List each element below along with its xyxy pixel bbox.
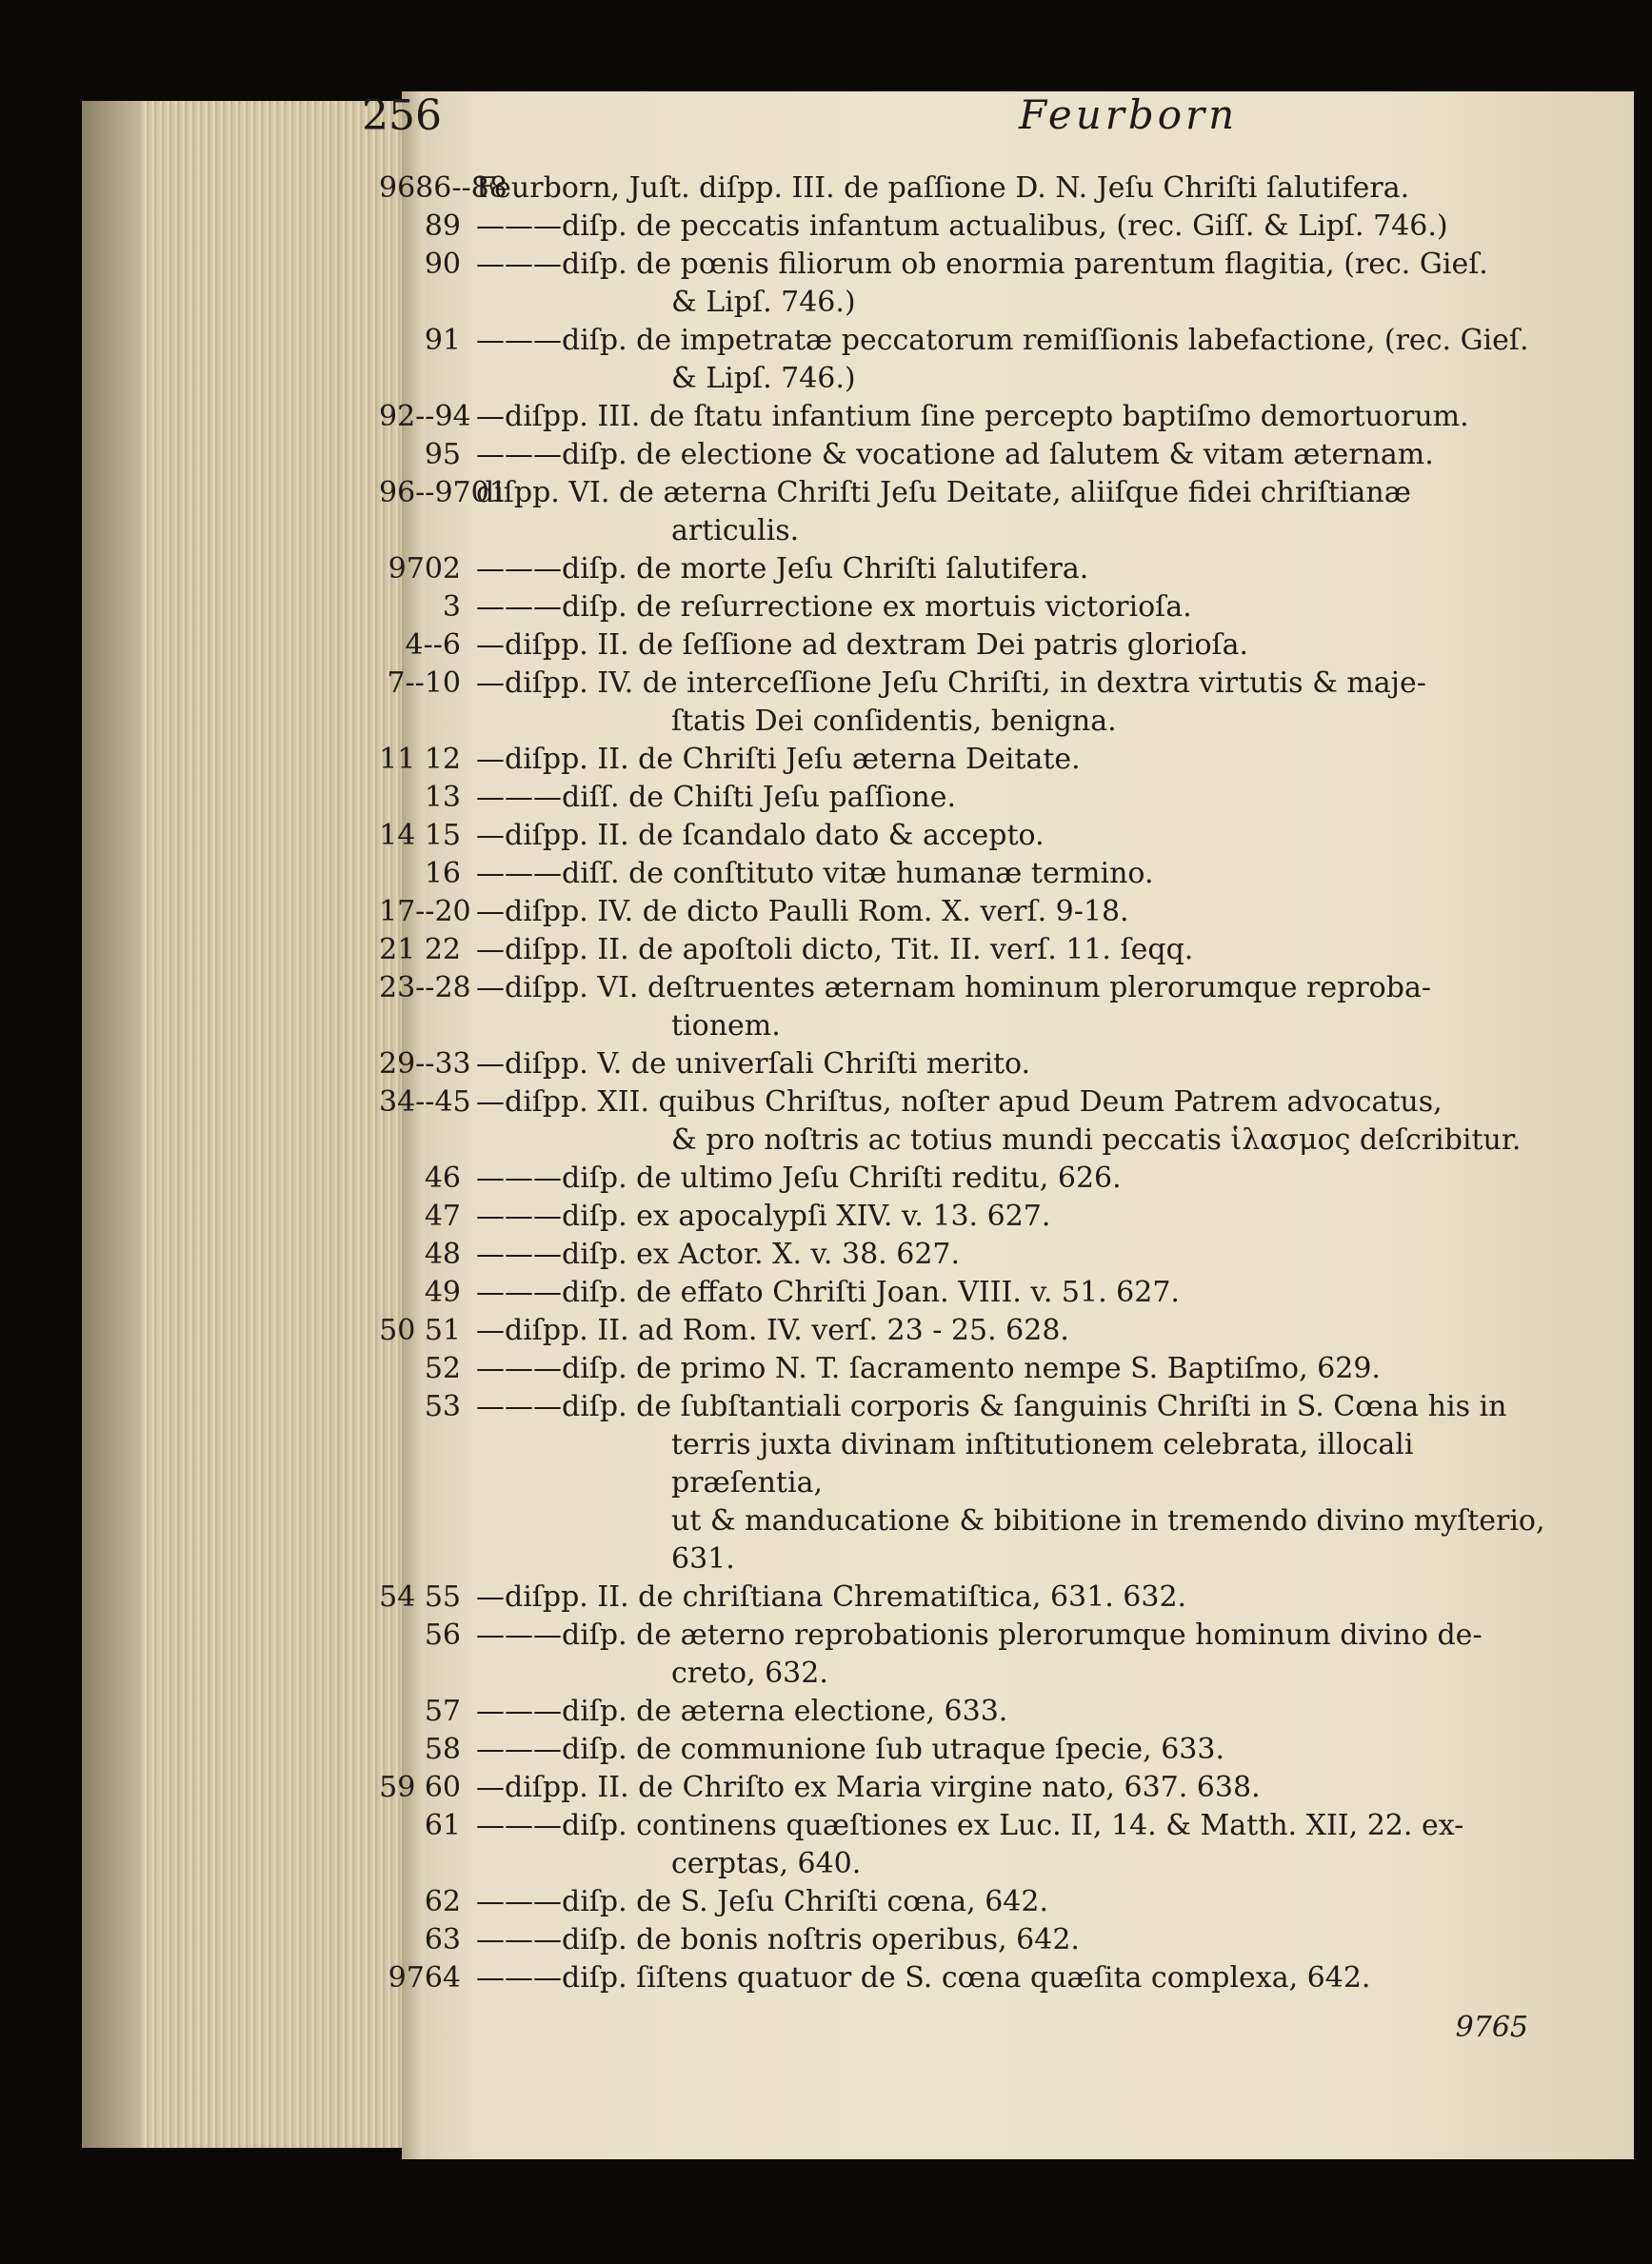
entry-line <box>424 322 1562 360</box>
entry-line <box>388 550 1562 588</box>
entry-line <box>442 588 1562 626</box>
entry-number: 63 <box>424 1923 461 1956</box>
entry-text: creto, 632. <box>671 1657 828 1690</box>
entry-continuation-line <box>476 1122 1562 1160</box>
entry-line <box>424 1274 1562 1312</box>
entry-continuation-line <box>476 1845 1562 1883</box>
entry-line <box>424 1617 1562 1655</box>
entry-number: 21 22 <box>379 933 461 966</box>
entry-number: 9764 <box>388 1961 461 1995</box>
entry-continuation-line <box>476 703 1562 741</box>
entry-line <box>424 1236 1562 1274</box>
entry-number: 9686--88 <box>379 171 508 205</box>
entry-text: ———diſp. de electione & vocatione ad ſalutem & vitam æternam. <box>476 438 1434 471</box>
entry-line <box>424 208 1562 246</box>
entry-number: 23--28 <box>379 971 471 1004</box>
entry-text: —diſpp. II. de ſcandalo dato & accepto. <box>476 819 1045 852</box>
entry-text: ———diſp. de peccatis infantum actualibus, (rec. Giſſ. & Lipſ. 746.) <box>476 209 1448 243</box>
entry-line <box>379 474 1562 512</box>
entry-text: ———diſp. ex apocalypſi XIV. v. 13. 627. <box>476 1200 1051 1233</box>
entry-text: terris juxta divinam inſtitutionem celebrata, illocali præſentia, <box>671 1428 1414 1499</box>
entry-text: —diſpp. II. ad Rom. IV. verſ. 23 - 25. 628. <box>476 1314 1069 1347</box>
entry-text: —diſpp. III. de ſtatu infantium ſine percepto baptiſmo demortuorum. <box>476 400 1469 433</box>
entry-continuation-line <box>476 1655 1562 1693</box>
entry-text: ———diſp. ex Actor. X. v. 38. 627. <box>476 1238 961 1271</box>
page-edges <box>82 101 408 2148</box>
entry-text: ———diſp. de impetratæ peccatorum remiſſionis labefactione, (rec. Gieſ. <box>476 324 1529 357</box>
entry-number: 62 <box>424 1885 461 1918</box>
entry-text: ———diſp. de æterno reprobationis plerorumque hominum divino de- <box>476 1619 1483 1652</box>
entry-number: 34--45 <box>379 1085 471 1119</box>
running-head: Feurborn <box>1019 91 1239 138</box>
entry-line <box>424 1807 1562 1845</box>
entry-continuation-line <box>476 360 1562 398</box>
entry-text: diſpp. VI. de æterna Chriſti Jeſu Deitate, aliiſque fidei chriſtianæ <box>476 476 1411 509</box>
entry-text: ———diſp. de ultimo Jeſu Chriſti reditu, 626. <box>476 1162 1122 1195</box>
entry-text: ———diſſ. de conſtituto vitæ humanæ termino. <box>476 857 1154 890</box>
entry-line <box>424 779 1562 817</box>
entry-line <box>379 969 1562 1007</box>
catchword: 9765 <box>1455 2011 1528 2044</box>
entry-text: Feurborn, Juſt. diſpp. III. de paſſione D. N. Jeſu Chriſti ſalutifera. <box>476 171 1410 205</box>
entry-text: cerptas, 640. <box>671 1847 862 1880</box>
entry-number: 91 <box>424 324 461 357</box>
entry-number: 3 <box>442 590 461 624</box>
entry-number: 95 <box>424 438 461 471</box>
entry-line <box>424 1350 1562 1388</box>
entry-line <box>379 1579 1562 1617</box>
entry-number: 46 <box>424 1162 461 1195</box>
entry-line <box>424 1198 1562 1236</box>
entry-number: 53 <box>424 1390 461 1423</box>
entry-line <box>379 893 1562 931</box>
entry-line <box>424 1693 1562 1731</box>
entry-number: 16 <box>424 857 461 890</box>
entry-continuation-line <box>476 1502 1562 1579</box>
entry-line <box>424 855 1562 893</box>
entry-line <box>388 1959 1562 1997</box>
entry-text: ———diſp. de æterna electione, 633. <box>476 1695 1008 1728</box>
entries-list <box>379 169 1562 1997</box>
entry-line <box>424 436 1562 474</box>
entry-number: 58 <box>424 1733 461 1766</box>
entry-text: ———diſp. de pœnis filiorum ob enormia parentum flagitia, (rec. Gieſ. <box>476 248 1488 281</box>
entry-text: —diſpp. II. de Chriſto ex Maria virgine nato, 637. 638. <box>476 1771 1261 1804</box>
entry-text: ſtatis Dei conſidentis, benigna. <box>671 705 1117 738</box>
entry-text: ———diſp. de communione ſub utraque ſpecie, 633. <box>476 1733 1225 1766</box>
entry-text: —diſpp. II. de apoſtoli dicto, Tit. II. verſ. 11. ſeqq. <box>476 933 1194 966</box>
entry-line <box>379 931 1562 969</box>
entry-text: ———diſp. continens quæſtiones ex Luc. II, 14. & Matth. XII, 22. ex- <box>476 1809 1464 1842</box>
entry-number: 96--9701 <box>379 476 508 509</box>
entry-text: —diſpp. II. de chriſtiana Chrematiſtica, 631. 632. <box>476 1580 1187 1614</box>
entry-number: 14 15 <box>379 819 461 852</box>
entry-number: 29--33 <box>379 1047 471 1081</box>
entry-number: 7--10 <box>387 666 461 700</box>
entry-text: ———diſp. de reſurrectione ex mortuis victorioſa. <box>476 590 1192 624</box>
entry-text: tionem. <box>671 1009 781 1043</box>
entry-text: ———diſp. de primo N. T. ſacramento nempe S. Baptiſmo, 629. <box>476 1352 1381 1385</box>
entry-text: ———diſſ. de Chiſti Jeſu paſſione. <box>476 781 957 814</box>
entry-text: —diſpp. VI. deſtruentes æternam hominum plerorumque reproba- <box>476 971 1431 1004</box>
entry-text: & Lipſ. 746.) <box>671 286 856 319</box>
entry-line <box>379 817 1562 855</box>
entry-number: 52 <box>424 1352 461 1385</box>
entry-number: 17--20 <box>379 895 471 928</box>
entry-line <box>424 1921 1562 1959</box>
entry-number: 89 <box>424 209 461 243</box>
entry-continuation-line <box>476 284 1562 322</box>
entry-continuation-line <box>476 512 1562 550</box>
entry-text: articulis. <box>671 514 800 547</box>
entry-number: 9702 <box>388 552 461 586</box>
entry-line <box>405 626 1562 665</box>
entry-number: 50 51 <box>379 1314 461 1347</box>
entry-number: 11 12 <box>379 743 461 776</box>
entry-text: —diſpp. II. de Chriſti Jeſu æterna Deitate. <box>476 743 1081 776</box>
entry-line <box>379 1769 1562 1807</box>
entry-line <box>424 1160 1562 1198</box>
entry-text: ———diſp. de bonis noſtris operibus, 642. <box>476 1923 1080 1956</box>
entry-continuation-line <box>476 1426 1562 1502</box>
entry-line <box>424 1883 1562 1921</box>
entry-continuation-line <box>476 1007 1562 1045</box>
entry-number: 13 <box>424 781 461 814</box>
entry-text: —diſpp. II. de ſeſſione ad dextram Dei patris glorioſa. <box>476 628 1249 662</box>
entry-line <box>379 741 1562 779</box>
entry-line <box>379 1312 1562 1350</box>
entry-text: ———diſp. de morte Jeſu Chriſti ſalutifera. <box>476 552 1089 586</box>
entry-line <box>387 665 1562 703</box>
entry-number: 61 <box>424 1809 461 1842</box>
entry-line <box>424 1388 1562 1426</box>
page-number: 256 <box>362 91 442 140</box>
entry-text: ut & manducatione & bibitione in tremendo divino myſterio, 631. <box>671 1504 1545 1576</box>
entry-line <box>424 246 1562 284</box>
entry-text: ———diſp. de ſubſtantiali corporis & ſanguinis Chriſti in S. Cœna his in <box>476 1390 1507 1423</box>
entry-text: —diſpp. XII. quibus Chriſtus, noſter apud Deum Patrem advocatus, <box>476 1085 1443 1119</box>
entry-number: 57 <box>424 1695 461 1728</box>
entry-text: & Lipſ. 746.) <box>671 362 856 395</box>
entry-number: 4--6 <box>405 628 461 662</box>
entry-text: —diſpp. IV. de interceſſione Jeſu Chriſti, in dextra virtutis & maje- <box>476 666 1426 700</box>
entry-text: & pro noſtris ac totius mundi peccatis ἱλασμος deſcribitur. <box>671 1123 1522 1157</box>
entry-number: 59 60 <box>379 1771 461 1804</box>
entry-line <box>379 1045 1562 1083</box>
entry-text: ———diſp. de S. Jeſu Chriſti cœna, 642. <box>476 1885 1049 1918</box>
entry-line <box>424 1731 1562 1769</box>
entry-number: 49 <box>424 1276 461 1309</box>
entry-line <box>379 398 1562 436</box>
entry-number: 47 <box>424 1200 461 1233</box>
entry-number: 56 <box>424 1619 461 1652</box>
entry-number: 92--94 <box>379 400 471 433</box>
entry-number: 54 55 <box>379 1580 461 1614</box>
entry-number: 90 <box>424 248 461 281</box>
entry-line <box>379 169 1562 208</box>
entry-number: 48 <box>424 1238 461 1271</box>
entry-text: —diſpp. IV. de dicto Paulli Rom. X. verſ. 9-18. <box>476 895 1129 928</box>
entry-text: ———diſp. ſiſtens quatuor de S. cœna quæſita complexa, 642. <box>476 1961 1371 1995</box>
entry-text: —diſpp. V. de univerſali Chriſti merito. <box>476 1047 1031 1081</box>
entry-line <box>379 1083 1562 1122</box>
entry-text: ———diſp. de effato Chriſti Joan. VIII. v. 51. 627. <box>476 1276 1180 1309</box>
